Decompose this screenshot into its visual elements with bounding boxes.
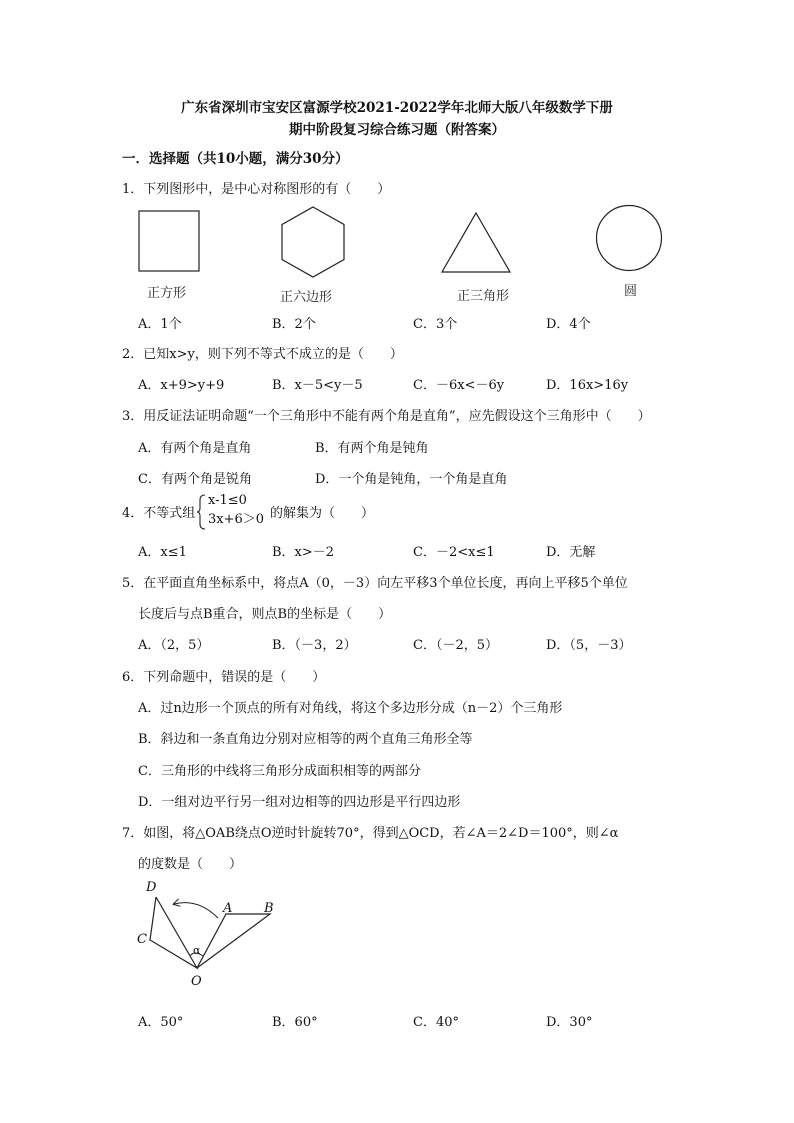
question-2-stem: 2．已知x>y，则下列不等式不成立的是（ ） (122, 347, 403, 362)
triangle-shape (440, 212, 512, 274)
q7-option-a[interactable]: A．50° (138, 1015, 184, 1030)
question-1-stem: 1．下列图形中，是中心对称图形的有（ ） (122, 182, 391, 197)
circle-shape (595, 204, 663, 272)
q1-option-c[interactable]: C．3个 (413, 317, 458, 332)
figure-label-d: D (146, 880, 157, 895)
q7-option-c[interactable]: C．40° (413, 1015, 459, 1030)
q4-option-b[interactable]: B．x>－2 (272, 545, 335, 560)
q5-option-b[interactable]: B．（－3，2） (272, 638, 357, 653)
question-3-stem: 3．用反证法证明命题“一个三角形中不能有两个角是直角”，应先假设这个三角形中（ ） (122, 409, 651, 424)
question-5-line2: 长度后与点B重合，则点B的坐标是（ ） (138, 607, 392, 622)
q5-option-a[interactable]: A．（2，5） (138, 638, 210, 653)
inequality-2: 3x+6＞0 (208, 512, 265, 527)
q1-option-b[interactable]: B．2个 (272, 317, 316, 332)
question-7-line2: 的度数是（ ） (138, 857, 243, 872)
hexagon-shape (280, 206, 346, 278)
q3-option-a[interactable]: A．有两个角是直角 (138, 441, 252, 456)
q5-option-c[interactable]: C．（－2，5） (413, 638, 498, 653)
q4-option-c[interactable]: C．－2<x≤1 (413, 545, 495, 560)
q4-option-a[interactable]: A．x≤1 (138, 545, 187, 560)
q2-option-a[interactable]: A．x+9>y+9 (138, 378, 225, 393)
q6-option-c[interactable]: C．三角形的中线将三角形分成面积相等的两部分 (138, 764, 421, 779)
figure-label-alpha: α (193, 944, 201, 957)
question-7-line1: 7．如图，将△OAB绕点O逆时针旋转70°，得到△OCD，若∠A＝2∠D＝100°，则∠α (122, 826, 619, 841)
question-4-suffix: 的解集为（ ） (270, 506, 375, 521)
document-title-line2: 期中阶段复习综合练习题（附答案） (289, 122, 505, 138)
q2-option-b[interactable]: B．x－5<y－5 (272, 378, 363, 393)
q5-option-d[interactable]: D．（5，－3） (546, 638, 632, 653)
q6-option-a[interactable]: A．过n边形一个顶点的所有对角线，将这个多边形分成（n－2）个三角形 (138, 701, 563, 716)
q3-option-b[interactable]: B．有两个角是钝角 (315, 441, 429, 456)
question-6-stem: 6．下列命题中，错误的是（ ） (122, 670, 326, 685)
caption-hexagon: 正六边形 (280, 290, 333, 305)
square-shape (138, 210, 200, 272)
q7-option-b[interactable]: B．60° (272, 1015, 318, 1030)
q6-option-b[interactable]: B．斜边和一条直角边分别对应相等的两个直角三角形全等 (138, 732, 473, 747)
figure-label-o: O (191, 974, 202, 989)
caption-triangle: 正三角形 (457, 289, 510, 304)
q2-option-d[interactable]: D．16x>16y (546, 378, 629, 393)
q1-option-d[interactable]: D．4个 (546, 317, 591, 332)
q3-option-c[interactable]: C．有两个角是锐角 (138, 472, 252, 487)
figure-label-c: C (137, 932, 147, 947)
figure-label-b: B (264, 901, 274, 916)
inequality-1: x-1≤0 (208, 493, 247, 508)
question-5-line1: 5．在平面直角坐标系中，将点A（0，－3）向左平移3个单位长度，再向上平移5个单位 (122, 576, 628, 591)
q1-option-a[interactable]: A．1个 (138, 317, 182, 332)
question-4-prefix: 4．不等式组 (122, 506, 196, 521)
q6-option-d[interactable]: D．一组对边平行另一组对边相等的四边形是平行四边形 (138, 795, 461, 810)
figure-label-a: A (223, 901, 233, 916)
document-title-line1: 广东省深圳市宝安区富源学校2021-2022学年北师大版八年级数学下册 (181, 100, 613, 116)
q4-option-d[interactable]: D．无解 (546, 545, 596, 560)
caption-square: 正方形 (147, 286, 187, 301)
q7-option-d[interactable]: D．30° (546, 1015, 593, 1030)
section-heading: 一．选择题（共10小题，满分30分） (122, 151, 349, 167)
q2-option-c[interactable]: C．－6x<－6y (413, 378, 505, 393)
inequality-brace (197, 494, 207, 530)
rotation-figure (130, 878, 290, 993)
q3-option-d[interactable]: D．一个角是钝角，一个角是直角 (315, 472, 508, 487)
caption-circle: 圆 (624, 284, 638, 299)
